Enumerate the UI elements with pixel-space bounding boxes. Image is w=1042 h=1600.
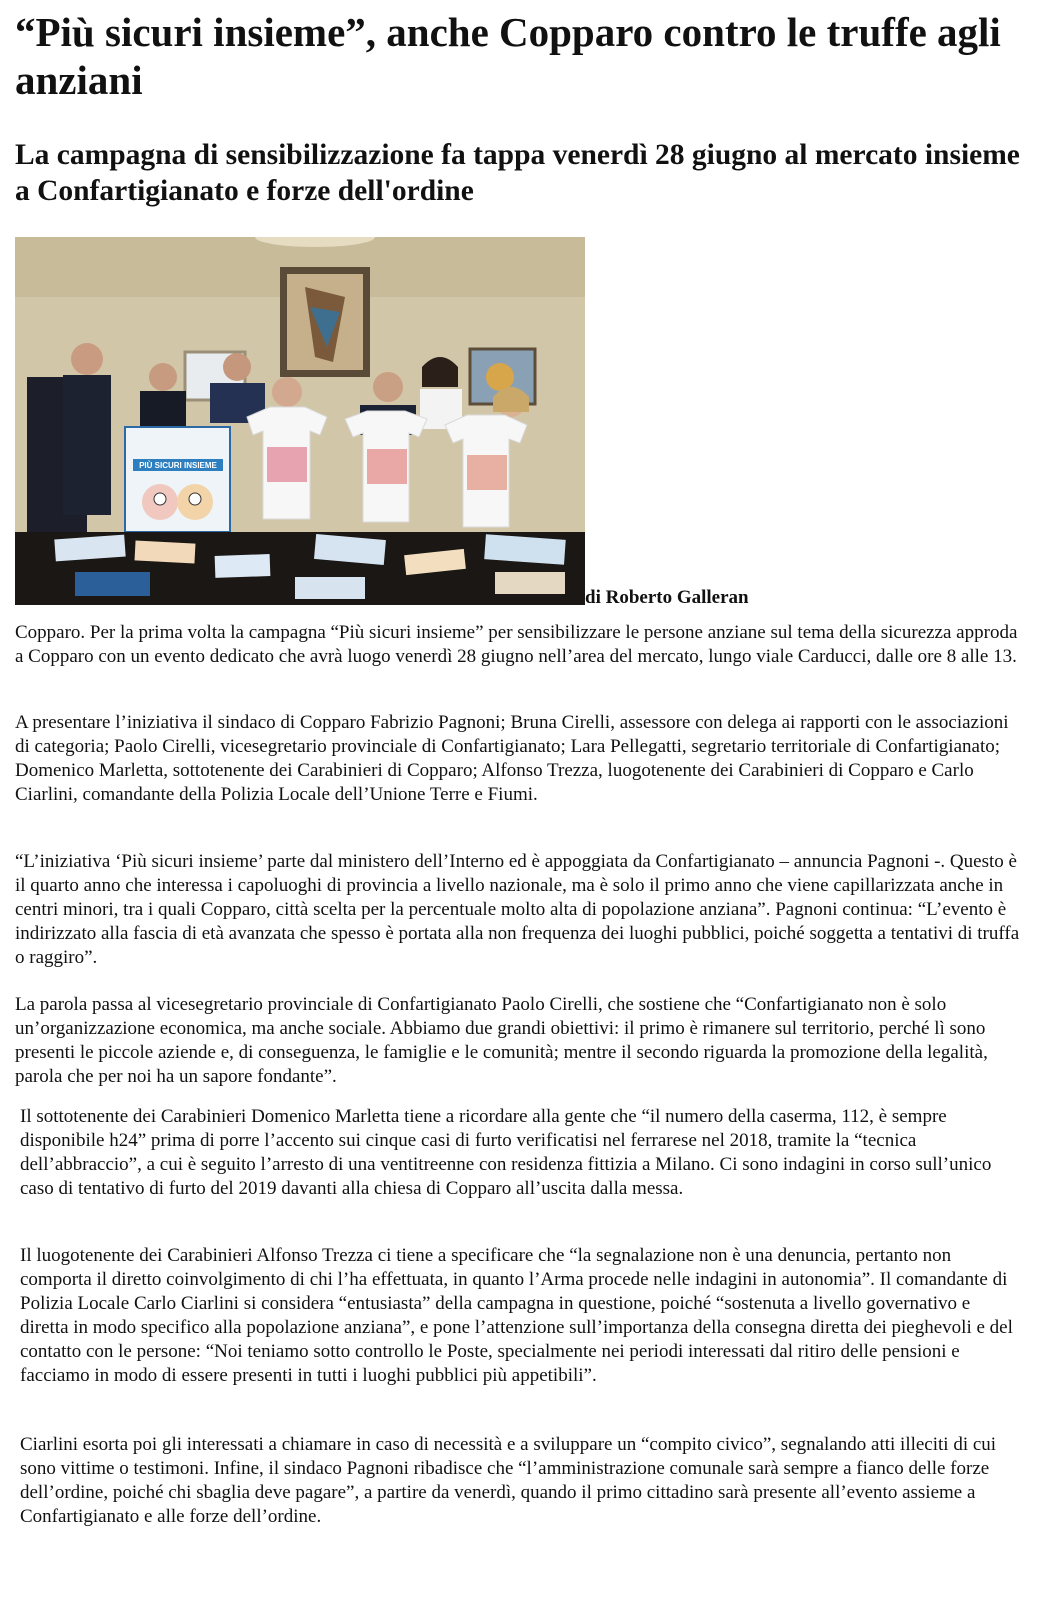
campaign-tshirts xyxy=(247,407,527,527)
article-paragraph: Copparo. Per la prima volta la campagna “Più sicuri insieme” per sensibilizzare le persone anziane sul tema della sicurezza approda a Copparo con un evento dedicato che avrà luogo venerdì 28 giugno nell’area del mercato, lungo viale Carducci, dalle ore 8 alle 13. xyxy=(15,622,1018,667)
article-paragraph: A presentare l’iniziativa il sindaco di Copparo Fabrizio Pagnoni; Bruna Cirelli, assessore con delega ai rapporti con le associazioni di categoria; Paolo Cirelli, vicesegretario provinciale di Confartigianato; Lara Pellegatti, segretario territoriale di Confartigianato; Domenico Marletta, sottotenente dei Carabinieri di Copparo; Alfonso Trezza, luogotenente dei Carabinieri di Copparo e Carlo Ciarlini, comandante della Polizia Locale dell’Unione Terre e Fiumi. xyxy=(15,712,1009,805)
article-paragraph: Il sottotenente dei Carabinieri Domenico Marletta tiene a ricordare alla gente che “il numero della caserma, 112, è sempre disponibile h24” prima di porre l’accento sui cinque casi di furto verificatisi nel ferrarese nel 2018, tramite la “tecnica dell’abbraccio”, a cui è seguito l’arresto di una ventitreenne con residenza fittizia a Milano. Ci sono indagini in corso sull’unico caso di tentativo di furto del 2019 davanti alla chiesa di Copparo all’uscita dalla messa. xyxy=(20,1106,992,1199)
article-title: “Più sicuri insieme”, anche Copparo contro le truffe agli anziani xyxy=(15,9,1001,103)
svg-text:PIÙ SICURI INSIEME: PIÙ SICURI INSIEME xyxy=(139,461,217,470)
article-subtitle: La campagna di sensibilizzazione fa tappa venerdì 28 giugno al mercato insieme a Confartigianato e forze dell'ordine xyxy=(15,139,1020,207)
article-paragraph: “L’iniziativa ‘Più sicuri insieme’ parte dal ministero dell’Interno ed è appoggiata da Confartigianato – annuncia Pagnoni -. Questo è il quarto anno che interessa i capoluoghi di provincia a livello nazionale, ma è solo il primo anno che viene capillarizzata anche in centri minori, tra i quali Copparo, città scelta per la percentuale molto alta di popolazione anziana”. Pagnoni continua: “L’evento è indirizzato alla fascia di età avanzata che spesso è portata alla non frequenza dei luoghi pubblici, poiché soggetta a tentativi di truffa o raggiro”. xyxy=(15,851,1020,968)
article-paragraph: Ciarlini esorta poi gli interessati a chiamare in caso di necessità e a sviluppare un “compito civico”, segnalando atti illeciti di cui sono vittime o testimoni. Infine, il sindaco Pagnoni ribadisce che “l’amministrazione comunale sarà sempre a fianco delle forze dell’ordine, poiché chi sbaglia deve pagare”, a partire da venerdì, quando il primo cittadino sarà presente all’evento assieme a Confartigianato e alle forze dell’ordine. xyxy=(20,1434,997,1527)
group-photo-illustration xyxy=(15,237,585,605)
article-paragraph: La parola passa al vicesegretario provinciale di Confartigianato Paolo Cirelli, che sostiene che “Confartigianato non è solo un’organizzazione economica, ma anche sociale. Abbiamo due grandi obiettivi: il primo è rimanere sul territorio, perché lì sono presenti le piccole aziende e, di conseguenza, le famiglie e le comunità; mentre il secondo riguarda la promozione della legalità, parola che per noi ha un sapore fondante”. xyxy=(15,994,988,1087)
campaign-poster xyxy=(125,427,230,532)
article-photo xyxy=(15,237,585,605)
article-byline: di Roberto Galleran xyxy=(585,587,749,608)
article-paragraph: Il luogotenente dei Carabinieri Alfonso Trezza ci tiene a specificare che “la segnalazione non è una denuncia, pertanto non comporta il diretto coinvolgimento di chi l’ha effettuata, in quanto l’Arma procede nelle indagini in autonomia”. Il comandante di Polizia Locale Carlo Ciarlini si considera “entusiasta” della campagna in questione, poiché “sostenuta a livello governativo e diretta in modo specifico alla popolazione anziana”, e pone l’attenzione sull’importanza della consegna diretta dei pieghevoli e del contatto con le persone: “Noi teniamo sotto controllo le Poste, specialmente nei periodi interessati dal ritiro delle pensioni e facciamo in modo di essere presenti in tutti i luoghi pubblici più appetibili”. xyxy=(20,1245,1013,1386)
